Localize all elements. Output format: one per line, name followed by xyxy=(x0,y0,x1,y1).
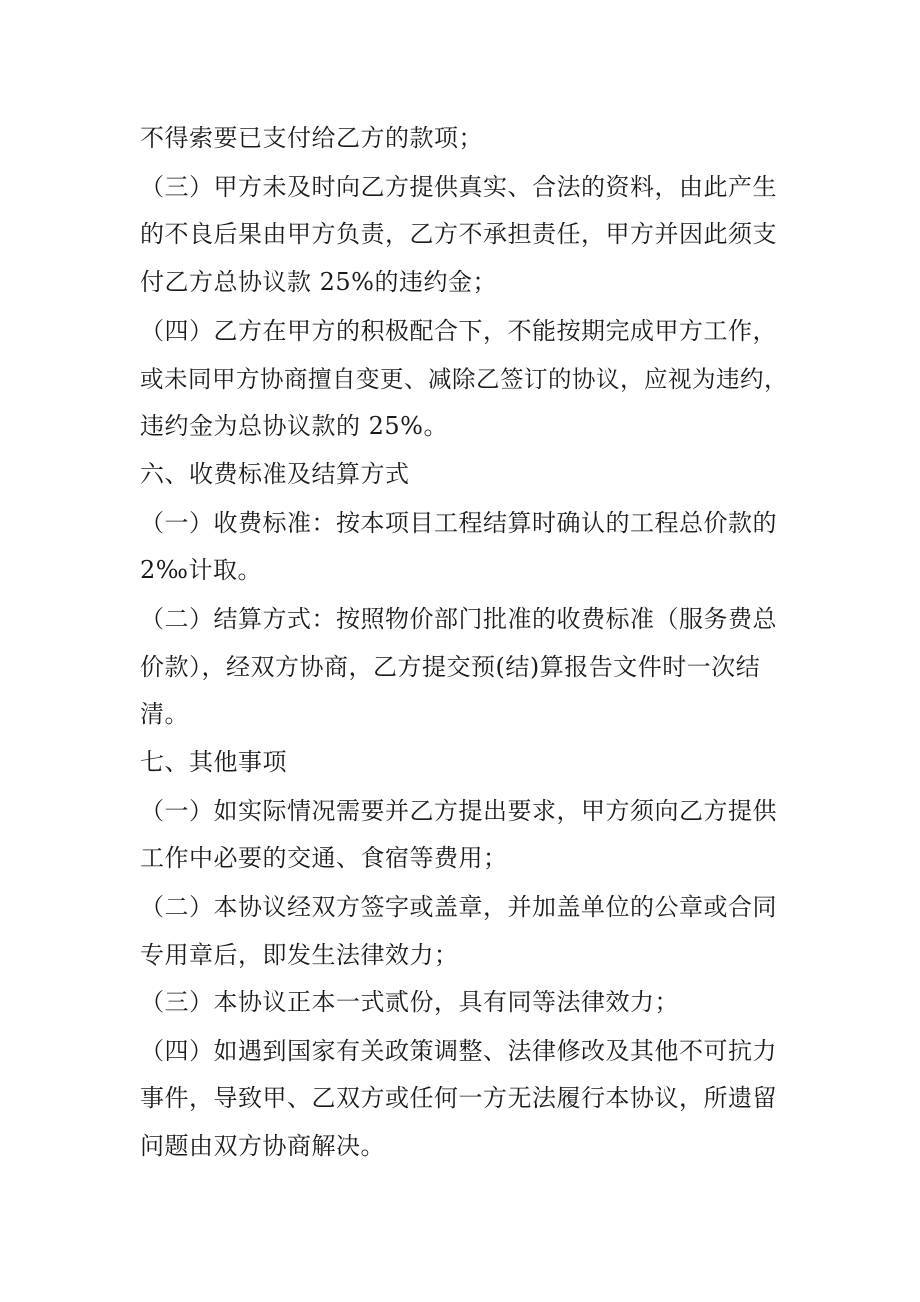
text-line: 事件，导致甲、乙双方或任何一方无法履行本协议，所遗留 xyxy=(140,1084,777,1112)
text-line: （三）甲方未及时向乙方提供真实、合法的资料，由此产生 xyxy=(140,173,777,201)
text-line: （三）本协议正本一式贰份，具有同等法律效力； xyxy=(140,988,679,1016)
text-line: （一）收费标准：按本项目工程结算时确认的工程总价款的 xyxy=(140,509,777,537)
text-line: （一）如实际情况需要并乙方提出要求，甲方须向乙方提供 xyxy=(140,797,777,825)
text-line: 问题由双方协商解决。 xyxy=(140,1132,385,1160)
text-line: 工作中必要的交通、食宿等费用； xyxy=(140,844,508,872)
text-line: 2‰计取。 xyxy=(140,556,262,584)
text-line: （二）结算方式：按照物价部门批准的收费标准（服务费总 xyxy=(140,605,777,633)
text-line: （四）乙方在甲方的积极配合下，不能按期完成甲方工作， xyxy=(140,317,777,345)
text-line: 不得索要已支付给乙方的款项； xyxy=(140,124,483,152)
text-line: 付乙方总协议款 25%的违约金； xyxy=(140,268,497,296)
text-line: 价款），经双方协商，乙方提交预(结)算报告文件时一次结 xyxy=(140,653,761,681)
text-line: （四）如遇到国家有关政策调整、法律修改及其他不可抗力 xyxy=(140,1037,777,1065)
text-line: 专用章后，即发生法律效力； xyxy=(140,941,459,969)
text-line: （二）本协议经双方签字或盖章，并加盖单位的公章或合同 xyxy=(140,893,777,921)
section-heading: 七、其他事项 xyxy=(140,748,287,776)
text-line: 或未同甲方协商擅自变更、减除乙签订的协议，应视为违约， xyxy=(140,365,788,393)
text-line: 的不良后果由甲方负责，乙方不承担责任，甲方并因此须支 xyxy=(140,220,777,248)
section-heading: 六、收费标准及结算方式 xyxy=(140,460,410,488)
text-line: 违约金为总协议款的 25%。 xyxy=(140,412,448,440)
text-line: 清。 xyxy=(140,700,189,728)
